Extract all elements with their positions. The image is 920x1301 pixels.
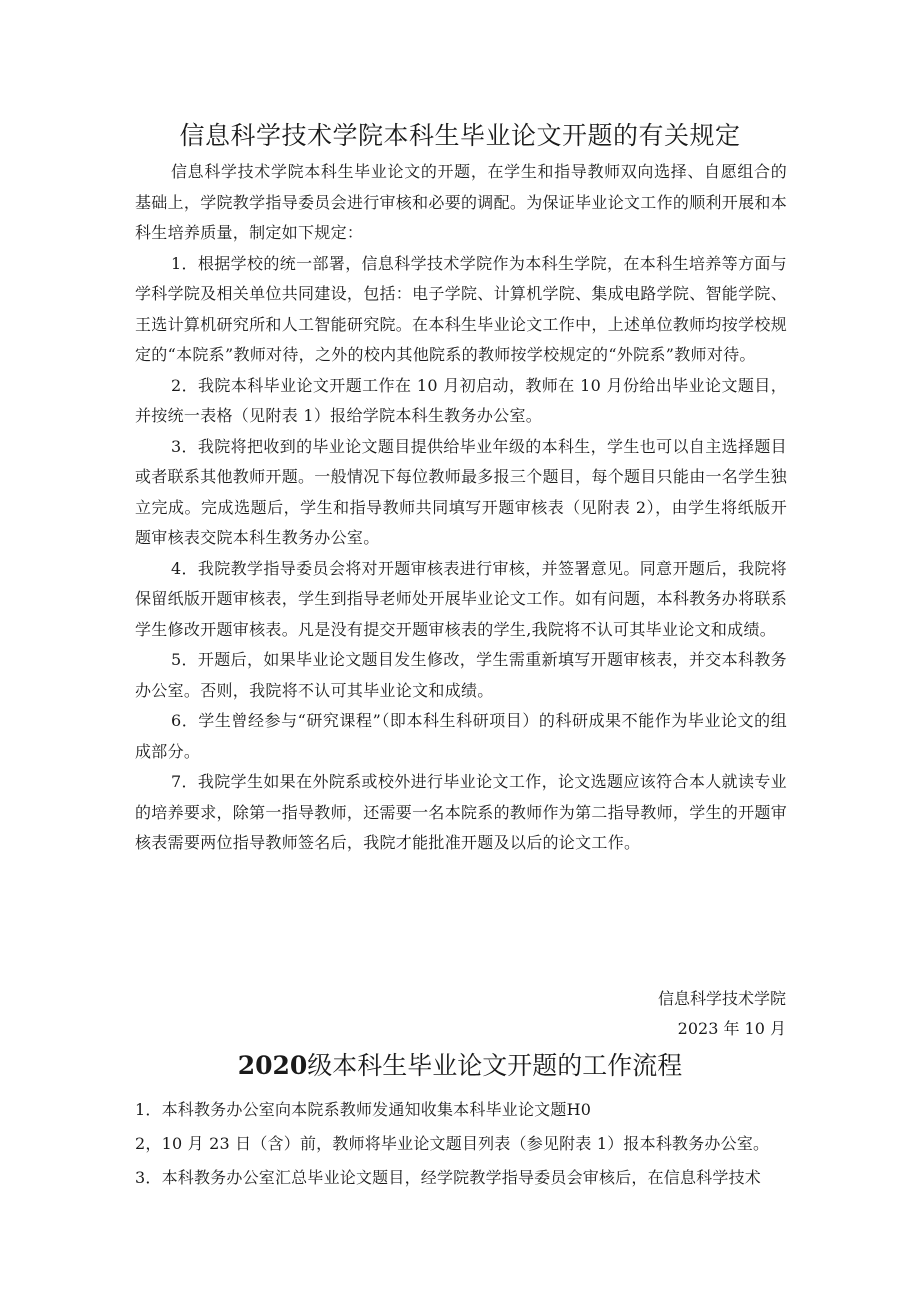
workflow-steps [135, 1095, 795, 1197]
workflow-step-2: 2，10 月 23 日（含）前，教师将毕业论文题目列表（参见附表 1）报本科教务办公室。 [135, 1134, 770, 1153]
paragraph-rule-5: 5．开题后，如果毕业论文题目发生修改，学生需重新填写开题审核表，并交本科教务办公室。否则，我院将不认可其毕业论文和成绩。 [135, 650, 787, 700]
workflow-step-1: 1．本科教务办公室向本院系教师发通知收集本科毕业论文题H0 [135, 1100, 592, 1119]
paragraph-intro: 信息科学技术学院本科生毕业论文的开题，在学生和指导教师双向选择、自愿组合的基础上，学院教学指导委员会进行审核和必要的调配。为保证毕业论文工作的顺利开展和本科生培养质量，制定如下规定： [135, 162, 788, 242]
document-body [135, 157, 787, 859]
document-title: 信息科学技术学院本科生毕业论文开题的有关规定 [179, 121, 741, 150]
workflow-title-year: 2020 [237, 1051, 308, 1080]
paragraph-rule-4: 4．我院教学指导委员会将对开题审核表进行审核，并签署意见。同意开题后，我院将保留纸版开题审核表，学生到指导老师处开展毕业论文工作。如有问题，本科教务办将联系学生修改开题审核表。凡是没有提交开题审核表的学生,我院将不认可其毕业论文和成绩。 [135, 558, 788, 639]
signature-date: 2023 年 10 月 [677, 1019, 786, 1038]
paragraph-rule-2: 2．我院本科毕业论文开题工作在 10 月初启动，教师在 10 月份给出毕业论文题目，并按统一表格（见附表 1）报给学院本科生教务办公室。 [135, 375, 787, 425]
workflow-title-text: 级本科生毕业论文开题的工作流程 [307, 1051, 683, 1080]
workflow-title [0, 1048, 920, 1084]
paragraph-rule-6: 6．学生曾经参与“研究课程”（即本科生科研项目）的科研成果不能作为毕业论文的组成部分。 [135, 711, 787, 761]
paragraph-rule-7: 7．我院学生如果在外院系或校外进行毕业论文工作，论文选题应该符合本人就读专业的培养要求，除第一指导教师，还需要一名本院系的教师作为第二指导教师，学生的开题审核表需要两位指导教师签名后，我院才能批准开题及以后的论文工作。 [135, 772, 788, 852]
paragraph-rule-3: 3．我院将把收到的毕业论文题目提供给毕业年级的本科生，学生也可以自主选择题目或者联系其他教师开题。一般情况下每位教师最多报三个题目，每个题目只能由一名学生独立完成。完成选题后，学生和指导教师共同填写开题审核表（见附表 2），由学生将纸版开题审核表交院本科生教务办公室。 [135, 436, 788, 547]
paragraph-rule-1: 1．根据学校的统一部署，信息科学技术学院作为本科生学院，在本科生培养等方面与学科学院及相关单位共同建设，包括：电子学院、计算机学院、集成电路学院、智能学院、王选计算机研究所和人工智能研究院。在本科生毕业论文工作中，上述单位教师均按学校规定的“本院系”教师对待，之外的校内其他院系的教师按学校规定的“外院系”教师对待。 [135, 253, 788, 364]
workflow-step-3: 3．本科教务办公室汇总毕业论文题目，经学院教学指导委员会审核后，在信息科学技术 [135, 1168, 761, 1187]
signature-organization: 信息科学技术学院 [657, 989, 786, 1008]
